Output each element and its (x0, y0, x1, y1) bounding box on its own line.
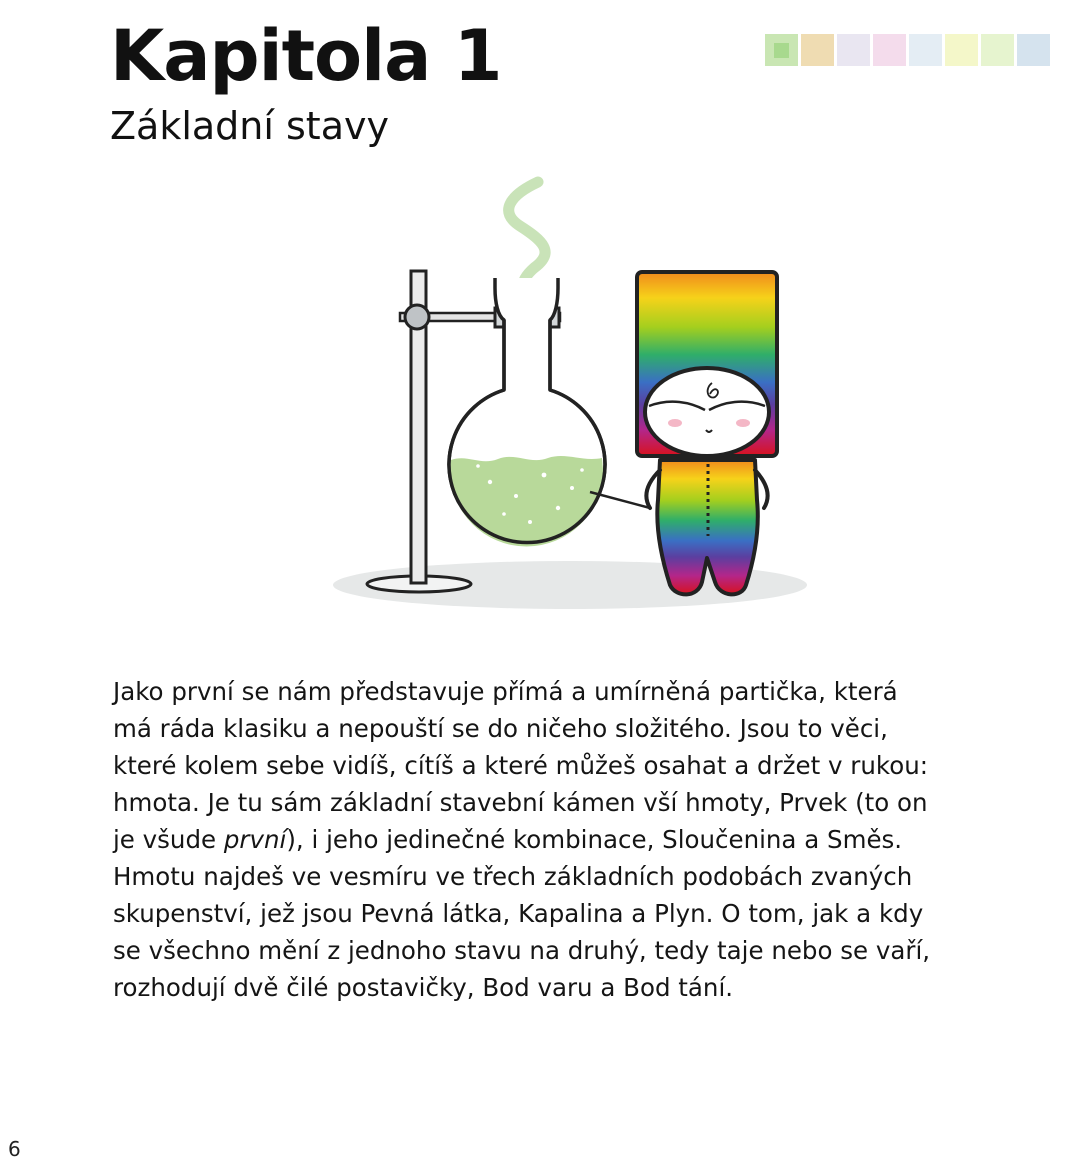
emphasis-text: první (223, 825, 287, 854)
swatch-3 (837, 34, 870, 66)
text-line: které kolem sebe vidíš, cítíš a které můžeš osahat a držet v rukou: (113, 751, 928, 780)
text-line: má ráda klasiku a nepouští se do ničeho složitého. Jsou to věci, (113, 714, 888, 743)
text-segment: ), i jeho jedinečné kombinace, Sloučenina a Směs. (286, 825, 903, 854)
swatch-6 (945, 34, 978, 66)
element-character-icon (637, 272, 777, 594)
text-line: se všechno mění z jednoho stavu na druhý, tedy taje nebo se vaří, (113, 936, 931, 965)
text-line: hmota. Je tu sám základní stavební kámen vší hmoty, Prvek (to on (113, 788, 928, 817)
swatch-4 (873, 34, 906, 66)
page-number: 6 (8, 1137, 21, 1161)
swatch-1 (765, 34, 798, 66)
text-segment: je všude (113, 825, 224, 854)
text-line: Hmotu najdeš ve vesmíru ve třech základních podobách zvaných (113, 862, 913, 891)
swatch-7 (981, 34, 1014, 66)
text-line: Jako první se nám představuje přímá a umírněná partička, která (113, 677, 898, 706)
current-chapter-marker (774, 43, 789, 58)
swatch-8 (1017, 34, 1050, 66)
swatch-5 (909, 34, 942, 66)
text-line: rozhodují dvě čilé postavičky, Bod varu a Bod tání. (113, 973, 734, 1002)
text-line: skupenství, jež jsou Pevná látka, Kapalina a Plyn. O tom, jak a kdy (113, 899, 924, 928)
chapter-title: Kapitola 1 (110, 15, 502, 97)
chapter-illustration (320, 170, 820, 620)
text-line (113, 821, 1053, 858)
character-pointer-line (590, 492, 650, 508)
chapter-subtitle: Základní stavy (110, 104, 389, 148)
chapter-color-swatches (765, 34, 1050, 66)
chapter-intro-text (113, 673, 1053, 1006)
swatch-2 (801, 34, 834, 66)
